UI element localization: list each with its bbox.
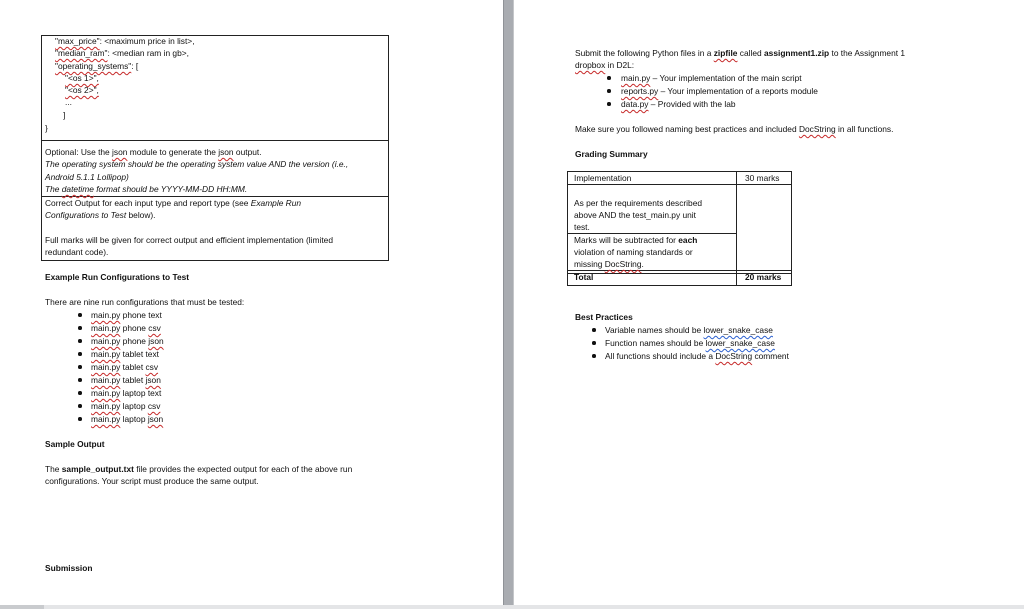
left-page [0,0,503,609]
correct-output-line-2: Configurations to Test below). [45,210,156,220]
box-divider-1 [41,140,389,141]
bullet-icon [78,378,82,382]
json-os-item-1: "<os 1>", [65,73,99,83]
table-cell-req-line-2: above AND the test_main.py unit [574,210,696,220]
list-item: main.py tablet csv [91,362,159,372]
list-item: main.py laptop csv [91,401,161,411]
datetime-note: The datetime format should be YYYY-MM-DD HH:MM. [45,184,248,194]
box-bottom-border [41,260,389,261]
sample-output-line-2: configurations. Your script must produce the same output. [45,476,259,486]
submit-line-1: Submit the following Python files in a zipfile called assignment1.zip to the Assignment 1 [575,48,906,58]
bullet-icon [78,352,82,356]
list-item: main.py tablet json [91,375,161,385]
list-item: main.py laptop json [91,414,164,424]
page-gutter [503,0,514,609]
list-item: main.py tablet text [91,349,159,359]
example-run-heading: Example Run Configurations to Test [45,272,190,282]
os-note-line-2: Android 5.1.1 Lollipop) [45,172,129,182]
table-cell-req-line-1: As per the requirements described [574,198,703,208]
json-line-operating-systems: "operating_systems": [ [55,61,139,71]
box-left-border [41,35,42,261]
nine-configs-intro: There are nine run configurations that must be tested: [45,297,245,307]
sample-output-line-1: The sample_output.txt file provides the expected output for each of the above run [45,464,353,474]
json-line-max-price: "max_price": <maximum price in list>, [55,36,195,46]
best-practices-heading: Best Practices [575,312,633,322]
bullet-icon [78,365,82,369]
bullet-icon [78,391,82,395]
best-practice-variables: Variable names should be lower_snake_case [605,325,773,335]
best-practice-functions: Function names should be lower_snake_case [605,338,775,348]
bullet-icon [78,417,82,421]
table-cell-sub-line-1: Marks will be subtracted for each [574,235,698,245]
full-marks-line-1: Full marks will be given for correct output and efficient implementation (limited [45,235,333,245]
bullet-icon [78,326,82,330]
file-item-reports: reports.py – Your implementation of a reports module [621,86,818,96]
submit-line-2: dropbox in D2L: [575,60,635,70]
bullet-icon [592,328,596,332]
right-page [514,0,1024,609]
bullet-icon [592,341,596,345]
list-item: main.py phone csv [91,323,161,333]
file-item-data: data.py – Provided with the lab [621,99,736,109]
grading-table [567,171,792,286]
grading-summary-heading: Grading Summary [575,149,648,159]
bullet-icon [78,339,82,343]
list-item: main.py phone json [91,336,164,346]
table-row-divider [568,233,736,234]
file-item-main: main.py – Your implementation of the main script [621,73,802,83]
table-cell-30-marks: 30 marks [745,173,780,183]
json-line-median-ram: "median_ram": <median ram in gb>, [55,48,189,58]
submission-heading: Submission [45,563,93,573]
table-cell-total: Total [574,272,594,282]
sample-output-heading: Sample Output [45,439,105,449]
json-close-bracket: ] [63,110,66,120]
horizontal-scrollbar[interactable] [0,605,1024,609]
table-cell-sub-line-3: missing DocString. [574,259,644,269]
bullet-icon [78,313,82,317]
bullet-icon [78,404,82,408]
box-divider-2 [41,196,389,197]
json-close-brace: } [45,123,48,133]
best-practice-docstring: All functions should include a DocString comment [605,351,789,361]
scrollbar-thumb[interactable] [0,605,44,609]
bullet-icon [607,102,611,106]
table-cell-implementation: Implementation [574,173,632,183]
naming-note: Make sure you followed naming best practices and included DocString in all functions. [575,124,894,134]
bullet-icon [607,89,611,93]
full-marks-line-2: redundant code). [45,247,109,257]
table-cell-sub-line-2: violation of naming standards or [574,247,693,257]
optional-json-note: Optional: Use the json module to generate the json output. [45,147,262,157]
table-cell-req-line-3: test. [574,222,590,232]
list-item: main.py phone text [91,310,162,320]
table-cell-20-marks: 20 marks [745,272,782,282]
json-ellipsis: ... [65,97,72,107]
json-os-item-2: "<os 2>", [65,85,99,95]
table-row-divider [568,270,791,271]
table-column-divider [736,172,737,285]
bullet-icon [592,354,596,358]
table-row-divider [568,184,791,185]
bullet-icon [607,76,611,80]
correct-output-line-1: Correct Output for each input type and report type (see Example Run [45,198,302,208]
list-item: main.py laptop text [91,388,162,398]
os-note-line-1: The operating system should be the operating system value AND the version (i.e., [45,159,349,169]
box-right-border [388,35,389,261]
